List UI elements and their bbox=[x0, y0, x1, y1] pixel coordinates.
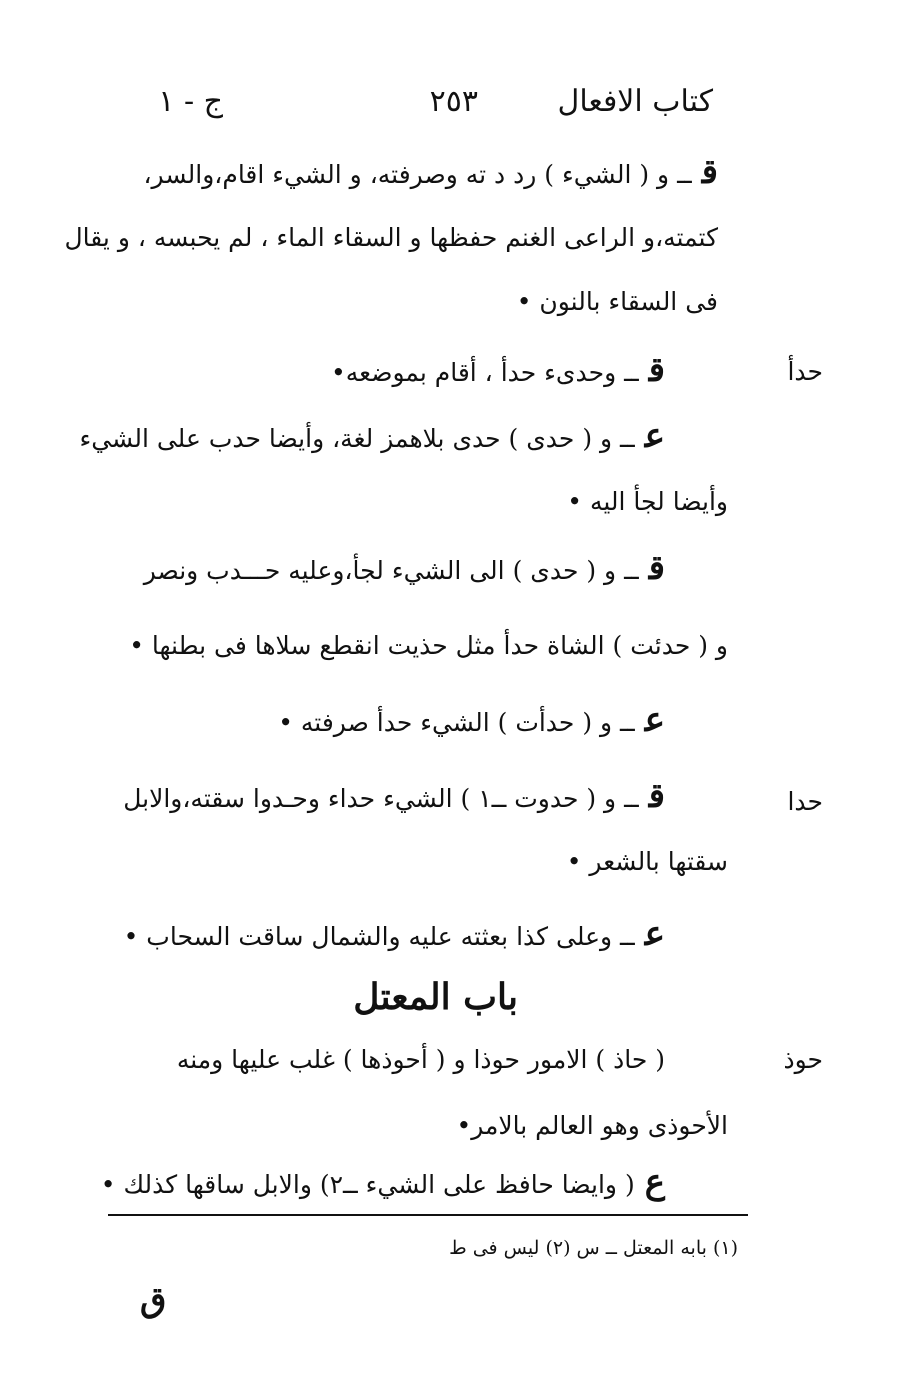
text-line bbox=[123, 776, 665, 819]
line-text: ــ و ( حدأت ) الشيء حدأ صرفته • bbox=[278, 708, 635, 737]
source-siglum: ع bbox=[644, 700, 665, 740]
volume-number: ج - ١ bbox=[158, 84, 223, 119]
margin-headword: حوذ bbox=[783, 1045, 823, 1074]
text-line bbox=[331, 350, 665, 393]
margin-headword: حدأ bbox=[787, 357, 823, 386]
source-siglum: ق bbox=[648, 548, 665, 588]
source-siglum: ق bbox=[701, 152, 718, 192]
line-text: ( وايضا حافظ على الشيء ــ٢) والابل ساقها كذلك • bbox=[100, 1170, 635, 1199]
line-text: الأحوذى وهو العالم بالامر• bbox=[456, 1111, 728, 1140]
source-siglum: ق bbox=[648, 776, 665, 816]
source-siglum: ع bbox=[644, 1162, 665, 1202]
text-line bbox=[101, 1162, 665, 1205]
source-siglum: ق bbox=[648, 350, 665, 390]
line-text: وأيضا لجأ اليه • bbox=[567, 487, 728, 516]
text-line bbox=[278, 700, 665, 743]
source-siglum: ع bbox=[644, 914, 665, 954]
section-title: باب المعتل bbox=[353, 976, 518, 1018]
page-number: ٢٥٣ bbox=[429, 84, 478, 119]
line-text: و ( حدئت ) الشاة حدأ مثل حذيت انقطع سلاها فى بطنها • bbox=[129, 631, 728, 660]
text-line bbox=[517, 282, 718, 322]
line-text: ( حاذ ) الامور حوذا و ( أحوذها ) غلب عليها ومنه bbox=[176, 1045, 665, 1074]
line-text: كتمته،و الراعى الغنم حفظها و السقاء الماء ، لم يحبسه ، و يقال bbox=[64, 223, 718, 252]
book-title: كتاب الافعال bbox=[557, 84, 713, 119]
footnote-rule bbox=[108, 1214, 748, 1216]
catchword: ق bbox=[140, 1280, 167, 1320]
line-text: ــ و ( حدوت ــ١ ) الشيء حداء وحـدوا سقته،والابل bbox=[123, 784, 639, 813]
text-line bbox=[64, 218, 718, 258]
line-text: ــ و ( حدى ) الى الشيء لجأ،وعليه حـــدب ونصر bbox=[143, 556, 639, 585]
line-text: ــ وعلى كذا بعثته عليه والشمال ساقت السحاب • bbox=[123, 922, 635, 951]
text-line bbox=[143, 152, 718, 195]
line-text: ــ و ( الشيء ) رد د ته وصرفته، و الشيء اقام،والسر، bbox=[143, 160, 692, 189]
line-text: سقتها بالشعر • bbox=[566, 847, 728, 876]
source-siglum: ع bbox=[644, 416, 665, 456]
text-line bbox=[144, 548, 665, 591]
text-line bbox=[79, 416, 665, 459]
line-text: ــ و ( حدى ) حدى بلاهمز لغة، وأيضا حدب على الشيء bbox=[79, 424, 635, 453]
text-line bbox=[567, 842, 728, 882]
margin-headword: حدا bbox=[787, 787, 823, 816]
text-line bbox=[124, 914, 665, 957]
text-line bbox=[456, 1106, 728, 1146]
text-line bbox=[177, 1040, 665, 1080]
text-line bbox=[567, 482, 728, 522]
line-text: ــ وحدىء حدأ ، أقام بموضعه• bbox=[331, 358, 639, 387]
line-text: فى السقاء بالنون • bbox=[516, 287, 718, 316]
footnote: (١) بابه المعتل ــ س (٢) ليس فى ط bbox=[449, 1237, 738, 1259]
text-line bbox=[129, 626, 728, 666]
